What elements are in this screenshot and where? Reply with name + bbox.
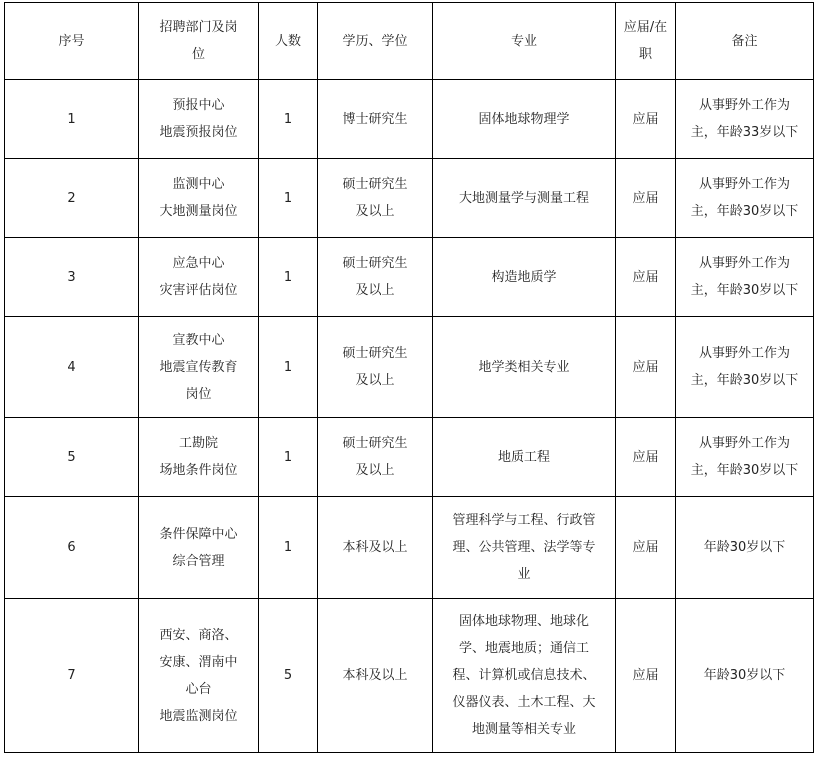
row-status: 应届 [616, 497, 676, 599]
row-major [433, 80, 616, 159]
row-remark [676, 497, 814, 599]
row-status: 应届 [616, 599, 676, 753]
row-remark [676, 238, 814, 317]
row-dept-line: 岗位 [185, 386, 212, 402]
header-status: 应届/在职 [616, 3, 676, 80]
header-index: 序号 [5, 3, 139, 80]
row-major [433, 599, 616, 753]
table-row [5, 418, 814, 497]
row-index: 7 [5, 599, 139, 753]
row-remark-line: 主，年龄30岁以下 [690, 373, 799, 388]
table-row [5, 238, 814, 317]
row-dept-line: 西安、商洛、 [159, 627, 238, 643]
row-dept-line: 心台 [185, 681, 212, 697]
row-dept-line: 灾害评估岗位 [159, 283, 238, 298]
row-education [318, 497, 433, 599]
row-status: 应届 [616, 238, 676, 317]
row-dept [139, 317, 259, 418]
row-dept-line: 综合管理 [172, 553, 225, 569]
row-major-line: 业 [517, 567, 531, 582]
row-count: 1 [259, 80, 318, 159]
table-row [5, 80, 814, 159]
row-major-line: 学、地震地质；通信工 [458, 641, 589, 656]
row-major [433, 418, 616, 497]
row-education-line: 本科及以上 [342, 540, 408, 555]
row-education [318, 238, 433, 317]
row-education [318, 317, 433, 418]
row-index: 6 [5, 497, 139, 599]
row-remark-line: 从事野外工作为 [698, 177, 790, 192]
row-remark [676, 418, 814, 497]
row-remark [676, 599, 814, 753]
row-dept [139, 418, 259, 497]
row-index: 4 [5, 317, 139, 418]
header-dept: 招聘部门及岗位 [139, 3, 259, 80]
row-dept-line: 安康、渭南中 [159, 654, 238, 670]
row-dept-line: 监测中心 [172, 177, 225, 192]
row-major [433, 238, 616, 317]
row-dept-line: 大地测量岗位 [159, 204, 238, 219]
row-status: 应届 [616, 80, 676, 159]
row-dept-line: 地震预报岗位 [159, 125, 238, 140]
table-row [5, 497, 814, 599]
row-remark-line: 主，年龄30岁以下 [690, 204, 799, 219]
row-remark-line: 年龄30岁以下 [703, 668, 786, 683]
row-major-line: 仪器仪表、土木工程、大 [452, 695, 596, 710]
row-count: 5 [259, 599, 318, 753]
row-remark-line: 从事野外工作为 [698, 98, 790, 113]
recruitment-table [4, 2, 814, 753]
table-row [5, 599, 814, 753]
row-status: 应届 [616, 418, 676, 497]
row-remark [676, 80, 814, 159]
header-education: 学历、学位 [318, 3, 433, 80]
row-remark [676, 159, 814, 238]
header-count: 人数 [259, 3, 318, 80]
row-major-line: 地学类相关专业 [478, 359, 570, 375]
row-index: 2 [5, 159, 139, 238]
row-dept [139, 159, 259, 238]
row-education-line: 及以上 [355, 463, 395, 478]
row-remark-line: 从事野外工作为 [698, 256, 790, 271]
row-major [433, 159, 616, 238]
row-major [433, 317, 616, 418]
row-education [318, 80, 433, 159]
row-count: 1 [259, 159, 318, 238]
row-dept-line: 地震宣传教育 [159, 359, 238, 375]
row-remark [676, 317, 814, 418]
row-education-line: 硕士研究生 [342, 346, 408, 361]
row-dept-line: 场地条件岗位 [159, 463, 238, 478]
header-major: 专业 [433, 3, 616, 80]
row-major-line: 固体地球物理、地球化 [458, 614, 589, 629]
table-row [5, 159, 814, 238]
row-dept-line: 预报中心 [172, 98, 225, 113]
row-dept-line: 地震监测岗位 [159, 708, 238, 724]
row-major-line: 大地测量学与测量工程 [458, 190, 589, 206]
row-major-line: 构造地质学 [491, 269, 557, 285]
table-row [5, 317, 814, 418]
row-dept-line: 条件保障中心 [159, 526, 238, 542]
row-dept [139, 599, 259, 753]
row-major-line: 程、计算机或信息技术、 [452, 668, 596, 683]
row-major-line: 固体地球物理学 [478, 111, 570, 127]
row-remark-line: 从事野外工作为 [698, 436, 790, 451]
row-major-line: 理、公共管理、法学等专 [452, 540, 596, 555]
row-dept [139, 497, 259, 599]
row-education [318, 159, 433, 238]
row-dept [139, 80, 259, 159]
row-major [433, 497, 616, 599]
row-index: 1 [5, 80, 139, 159]
row-education-line: 博士研究生 [342, 111, 408, 127]
header-remark: 备注 [676, 3, 814, 80]
row-major-line: 管理科学与工程、行政管 [452, 513, 596, 528]
row-status: 应届 [616, 317, 676, 418]
row-major-line: 地测量等相关专业 [471, 722, 576, 737]
row-remark-line: 主，年龄30岁以下 [690, 283, 799, 298]
row-education-line: 硕士研究生 [342, 177, 408, 192]
row-status: 应届 [616, 159, 676, 238]
row-major-line: 地质工程 [497, 449, 550, 465]
row-education-line: 及以上 [355, 373, 395, 388]
row-education-line: 及以上 [355, 283, 395, 298]
row-remark-line: 年龄30岁以下 [703, 540, 786, 555]
header-row [5, 3, 814, 80]
row-dept-line: 应急中心 [172, 256, 225, 271]
row-education [318, 418, 433, 497]
row-remark-line: 主，年龄30岁以下 [690, 463, 799, 478]
row-count: 1 [259, 418, 318, 497]
row-dept [139, 238, 259, 317]
row-count: 1 [259, 317, 318, 418]
row-remark-line: 主，年龄33岁以下 [690, 125, 799, 140]
row-dept-line: 工勘院 [178, 436, 218, 451]
row-count: 1 [259, 238, 318, 317]
row-remark-line: 从事野外工作为 [698, 346, 790, 361]
row-education-line: 硕士研究生 [342, 256, 408, 271]
row-index: 5 [5, 418, 139, 497]
row-education-line: 本科及以上 [342, 668, 408, 683]
row-dept-line: 宣教中心 [172, 332, 225, 348]
row-education-line: 及以上 [355, 204, 395, 219]
row-count: 1 [259, 497, 318, 599]
row-index: 3 [5, 238, 139, 317]
row-education [318, 599, 433, 753]
row-education-line: 硕士研究生 [342, 436, 408, 451]
